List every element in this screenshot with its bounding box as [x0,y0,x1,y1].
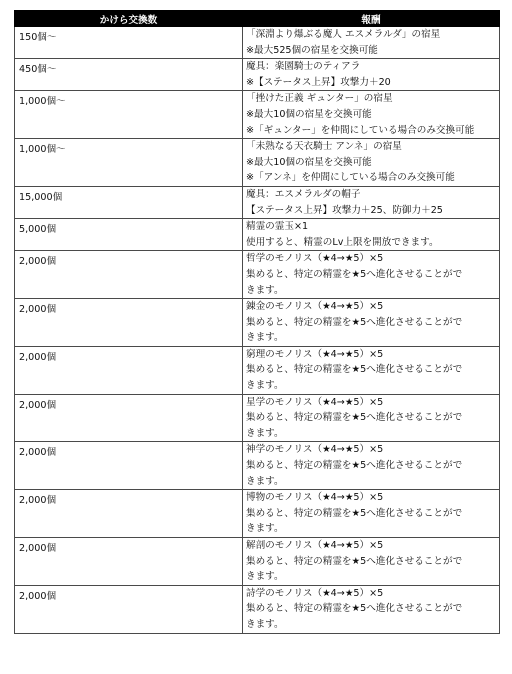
reward-line: 星学のモノリス（★4→★5）×5 [246,396,384,408]
table-row [15,299,500,347]
reward-line: 窮理のモノリス（★4→★5）×5 [246,348,384,360]
reward-cell [243,585,500,633]
header-reward: 報酬 [243,11,500,27]
reward-cell [243,186,500,218]
reward-line: きます。 [246,523,284,535]
exchange-amount: 5,000個 [15,219,243,251]
reward-cell [243,394,500,442]
table-row [15,219,500,251]
reward-cell [243,442,500,490]
exchange-amount: 2,000個 [15,585,243,633]
exchange-reward-table [14,10,500,634]
reward-line: 集めると、特定の精霊を★5へ進化させることがで [246,603,463,615]
table-row [15,27,500,59]
table-row [15,394,500,442]
reward-line: 精霊の霊玉×1 [246,221,309,233]
reward-line: 集めると、特定の精霊を★5へ進化させることがで [246,364,463,376]
reward-line: きます。 [246,475,284,487]
exchange-amount: 2,000個 [15,442,243,490]
reward-line: 「未熟なる天衣騎士 アンネ」の宿星 [246,141,402,153]
reward-cell [243,91,500,139]
table-row [15,139,500,187]
reward-line: 錬金のモノリス（★4→★5）×5 [246,301,384,313]
reward-line: きます。 [246,332,284,344]
reward-line: 集めると、特定の精霊を★5へ進化させることがで [246,507,463,519]
reward-line: 集めると、特定の精霊を★5へ進化させることがで [246,316,463,328]
exchange-amount: 450個〜 [15,59,243,91]
reward-line: ※【ステータス上昇】攻撃力＋20 [246,76,391,88]
exchange-amount: 15,000個 [15,186,243,218]
reward-cell [243,299,500,347]
exchange-amount: 2,000個 [15,346,243,394]
reward-line: きます。 [246,427,284,439]
table-row [15,251,500,299]
exchange-amount: 1,000個〜 [15,91,243,139]
reward-cell [243,59,500,91]
reward-line: 「挫けた正義 ギュンター」の宿星 [246,93,393,105]
reward-line: 哲学のモノリス（★4→★5）×5 [246,253,384,265]
reward-line: きます。 [246,284,284,296]
exchange-amount: 2,000個 [15,251,243,299]
reward-cell [243,538,500,586]
exchange-amount: 1,000個〜 [15,139,243,187]
reward-line: きます。 [246,380,284,392]
table-row [15,585,500,633]
reward-cell [243,490,500,538]
table-row [15,186,500,218]
table-header-row [15,11,500,27]
reward-line: ※「アンネ」を仲間にしている場合のみ交換可能 [246,172,455,184]
table-row [15,442,500,490]
reward-line: 集めると、特定の精霊を★5へ進化させることがで [246,268,463,280]
reward-line: 「深淵より爆ぶる魔人 エスメラルダ」の宿星 [246,29,441,40]
reward-line: ※最大525個の宿星を交換可能 [246,44,378,56]
reward-line: ※最大10個の宿星を交換可能 [246,108,372,120]
header-amount: かけら交換数 [15,11,243,27]
reward-line: 神学のモノリス（★4→★5）×5 [246,444,384,456]
exchange-amount: 2,000個 [15,490,243,538]
reward-line: きます。 [246,571,284,583]
reward-line: 魔具：楽園騎士のティアラ [246,61,361,73]
exchange-amount: 150個〜 [15,27,243,59]
reward-line: 【ステータス上昇】攻撃力＋25、防御力＋25 [246,204,443,216]
reward-table-container [14,10,499,634]
reward-line: きます。 [246,618,284,630]
reward-line: 集めると、特定の精霊を★5へ進化させることがで [246,555,463,567]
reward-line: 詩学のモノリス（★4→★5）×5 [246,587,384,599]
reward-line: 博物のモノリス（★4→★5）×5 [246,492,384,504]
reward-line: 集めると、特定の精霊を★5へ進化させることがで [246,460,463,472]
reward-cell [243,27,500,59]
exchange-amount: 2,000個 [15,538,243,586]
reward-line: 解剖のモノリス（★4→★5）×5 [246,540,384,551]
reward-cell [243,251,500,299]
table-body [15,27,500,634]
reward-cell [243,346,500,394]
table-row [15,346,500,394]
reward-cell [243,139,500,187]
exchange-amount: 2,000個 [15,394,243,442]
reward-line: ※最大10個の宿星を交換可能 [246,156,372,168]
table-row [15,490,500,538]
reward-line: ※「ギュンター」を仲間にしている場合のみ交換可能 [246,124,475,136]
reward-cell [243,219,500,251]
reward-line: 使用すると、精霊のLv上限を開放できます。 [246,236,439,248]
table-row [15,91,500,139]
reward-line: 魔具：エスメラルダの帽子 [246,188,361,200]
exchange-amount: 2,000個 [15,299,243,347]
reward-line: 集めると、特定の精霊を★5へ進化させることがで [246,412,463,424]
table-row [15,59,500,91]
table-row [15,538,500,586]
